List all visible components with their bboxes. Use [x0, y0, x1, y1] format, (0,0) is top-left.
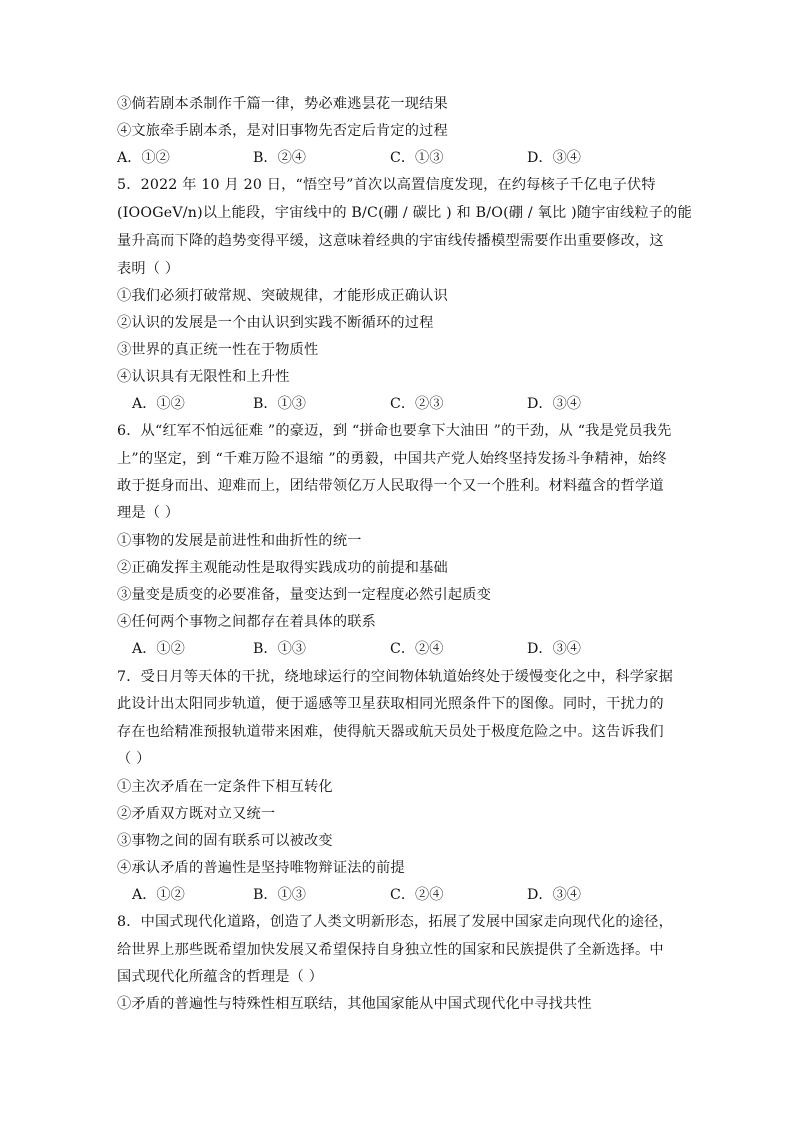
statement-line: ④认识具有无限性和上升性 [117, 369, 290, 385]
option-b: B．①③ [253, 641, 306, 657]
option-c: C．②④ [390, 887, 444, 903]
option-a: A．①② [132, 396, 185, 412]
statement-line: ③倘若剧本杀制作千篇一律，势必难逃昙花一现结果 [117, 96, 448, 112]
question-7-stem: （ ） [117, 751, 151, 767]
option-b: B．①③ [253, 396, 306, 412]
question-8-stem: 8．中国式现代化道路，创造了人类文明新形态，拓展了发展中国家走向现代化的途径， [117, 914, 673, 930]
question-6-stem: 理是（ ） [117, 505, 180, 521]
question-8-stem: 给世界上那些既希望加快发展又希望保持自身独立性的国家和民族提供了全新选择。中 [117, 942, 664, 958]
option-d: D．③④ [527, 150, 581, 166]
statement-line: ①事物的发展是前进性和曲折性的统一 [117, 533, 362, 549]
question-7-stem: 此设计出太阳同步轨道，便于遥感等卫星获取相同光照条件下的图像。同时，干扰力的 [117, 696, 664, 712]
question-5-stem: 量升高而下降的趋势变得平缓，这意味着经典的宇宙线传播模型需要作出重要修改，这 [117, 233, 664, 249]
statement-line: ④任何两个事物之间都存在着具体的联系 [117, 614, 376, 630]
option-a: A．①② [132, 641, 185, 657]
question-5-stem: (IOOGeV/n)以上能段，宇宙线中的 B/C(硼 / 碳比 ) 和 B/O(硼 / 氧比 )随宇宙线粒子的能 [117, 205, 692, 221]
statement-line: ②正确发挥主观能动性是取得实践成功的前提和基础 [117, 560, 448, 576]
question-5-stem: 表明（ ） [117, 261, 180, 277]
option-d: D．③④ [527, 641, 581, 657]
question-8-stem: 国式现代化所蕴含的哲理是（ ） [117, 969, 324, 985]
option-d: D．③④ [527, 396, 581, 412]
option-c: C．①③ [390, 150, 444, 166]
statement-line: ③事物之间的固有联系可以被改变 [117, 833, 333, 849]
statement-line: ②矛盾双方既对立又统一 [117, 806, 276, 822]
statement-line: ④文旅牵手剧本杀，是对旧事物先否定后肯定的过程 [117, 123, 448, 139]
question-6-stem: 6．从“红军不怕远征难 ”的豪迈，到 “拼命也要拿下大油田 ”的干劲，从 “我是党员我先 [117, 423, 672, 439]
statement-line: ①我们必须打破常规、突破规律，才能形成正确认识 [117, 288, 448, 304]
question-6-stem: 上”的坚定，到 “千难万险不退缩 ”的勇毅，中国共产党人始终坚持发扬斗争精神，始终 [117, 451, 667, 467]
statement-line: ②认识的发展是一个由认识到实践不断循环的过程 [117, 315, 434, 331]
option-c: C．②④ [390, 641, 444, 657]
statement-line: ①矛盾的普遍性与特殊性相互联结，其他国家能从中国式现代化中寻找共性 [117, 996, 592, 1012]
statement-line: ④承认矛盾的普遍性是坚持唯物辩证法的前提 [117, 860, 405, 876]
option-b: B．①③ [253, 887, 306, 903]
option-c: C．②③ [390, 396, 444, 412]
statement-line: ③量变是质变的必要准备，量变达到一定程度必然引起质变 [117, 587, 492, 603]
question-7-stem: 7．受日月等天体的干扰，绕地球运行的空间物体轨道始终处于缓慢变化之中，科学家据 [117, 669, 673, 685]
statement-line: ③世界的真正统一性在于物质性 [117, 342, 319, 358]
option-a: A．①② [132, 887, 185, 903]
question-6-stem: 敢于挺身而出、迎难而上，团结带领亿万人民取得一个又一个胜利。材料蕴含的哲学道 [117, 478, 664, 494]
option-d: D．③④ [527, 887, 581, 903]
option-a: A．①② [117, 150, 170, 166]
question-7-stem: 存在也给精准预报轨道带来困难，使得航天器或航天员处于极度危险之中。这告诉我们 [117, 724, 664, 740]
question-5-stem: 5．2022 年 10 月 20 日，“悟空号”首次以高置信度发现，在约每核子千亿电子伏特 [117, 177, 656, 193]
statement-line: ①主次矛盾在一定条件下相互转化 [117, 779, 333, 795]
option-b: B．②④ [253, 150, 306, 166]
